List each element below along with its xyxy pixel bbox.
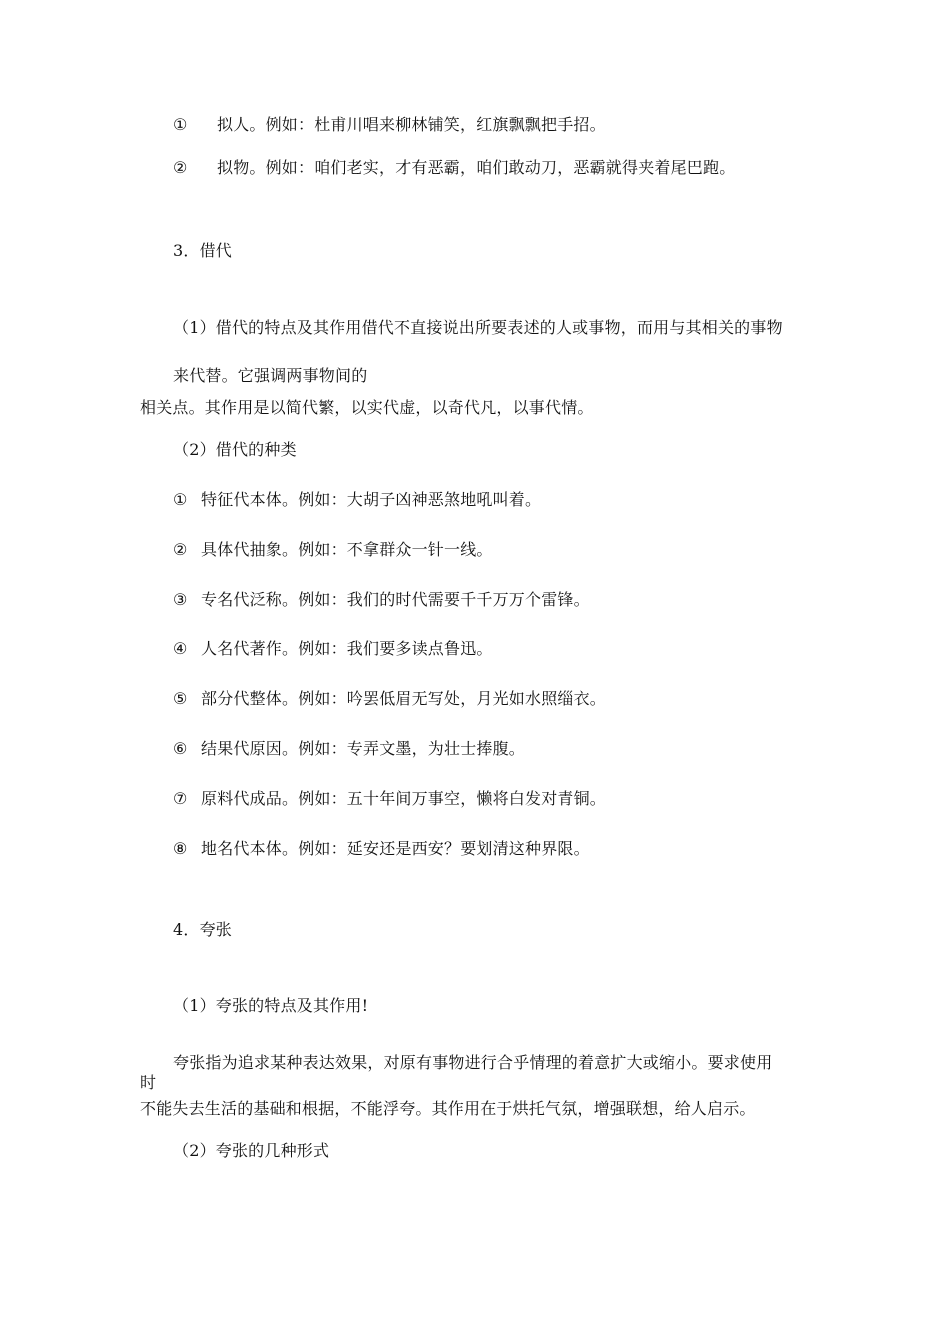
list-item — [173, 689, 606, 709]
item-text: 部分代整体。例如：吟罢低眉无写处，月光如水照缁衣。 — [201, 689, 607, 708]
hyperbole-paragraph-line: 不能失去生活的基础和根据，不能浮夸。其作用在于烘托气氛，增强联想，给人启示。 — [140, 1099, 756, 1118]
list-item — [173, 739, 525, 759]
item-marker: ① — [173, 490, 188, 509]
list-item — [173, 789, 606, 809]
item-text: 人名代著作。例如：我们要多读点鲁迅。 — [201, 639, 493, 658]
item-marker: ⑧ — [173, 839, 188, 858]
item-marker: ⑤ — [173, 689, 188, 708]
item-text: 结果代原因。例如：专弄文墨，为壮士捧腹。 — [201, 739, 526, 758]
list-item — [173, 490, 541, 510]
section-heading-hyperbole: 4．夸张 — [173, 920, 232, 939]
list-item — [173, 590, 590, 610]
hyperbole-paragraph-line: 时 — [140, 1073, 157, 1092]
hyperbole-subheading-1: （1）夸张的特点及其作用! — [173, 996, 369, 1015]
hyperbole-subheading-2: （2）夸张的几种形式 — [173, 1141, 330, 1160]
item-marker: ① — [173, 115, 188, 134]
metonymy-subheading-1: （1）借代的特点及其作用借代不直接说出所要表述的人或事物，而用与其相关的事物 — [173, 318, 783, 337]
metonymy-paragraph-line: 相关点。其作用是以简代繁，以实代虚，以奇代凡，以事代情。 — [140, 398, 594, 417]
hyperbole-paragraph-line: 夸张指为追求某种表达效果，对原有事物进行合乎情理的着意扩大或缩小。要求使用 — [173, 1053, 773, 1072]
item-text: 拟物。例如：咱们老实，才有恶霸，咱们敢动刀，恶霸就得夹着尾巴跑。 — [217, 158, 736, 177]
item-marker: ⑦ — [173, 789, 188, 808]
metonymy-subheading-2: （2）借代的种类 — [173, 440, 297, 459]
personification-item-2 — [173, 158, 735, 178]
item-marker: ③ — [173, 590, 188, 609]
item-text: 拟人。例如：杜甫川唱来柳林铺笑，红旗飘飘把手招。 — [217, 115, 606, 134]
item-text: 具体代抽象。例如：不拿群众一针一线。 — [201, 540, 493, 559]
item-marker: ② — [173, 158, 188, 177]
item-text: 原料代成品。例如：五十年间万事空，懒将白发对青铜。 — [201, 789, 607, 808]
item-text: 专名代泛称。例如：我们的时代需要千千万万个雷锋。 — [201, 590, 590, 609]
item-marker: ④ — [173, 639, 188, 658]
metonymy-paragraph-line: 来代替。它强调两事物间的 — [173, 366, 368, 385]
item-text: 特征代本体。例如：大胡子凶神恶煞地吼叫着。 — [201, 490, 542, 509]
section-heading-metonymy: 3．借代 — [173, 241, 232, 260]
personification-item-1 — [173, 115, 606, 135]
item-marker: ② — [173, 540, 188, 559]
list-item — [173, 540, 493, 560]
item-marker: ⑥ — [173, 739, 188, 758]
item-text: 地名代本体。例如：延安还是西安？要划清这种界限。 — [201, 839, 590, 858]
list-item — [173, 639, 493, 659]
list-item — [173, 839, 590, 859]
